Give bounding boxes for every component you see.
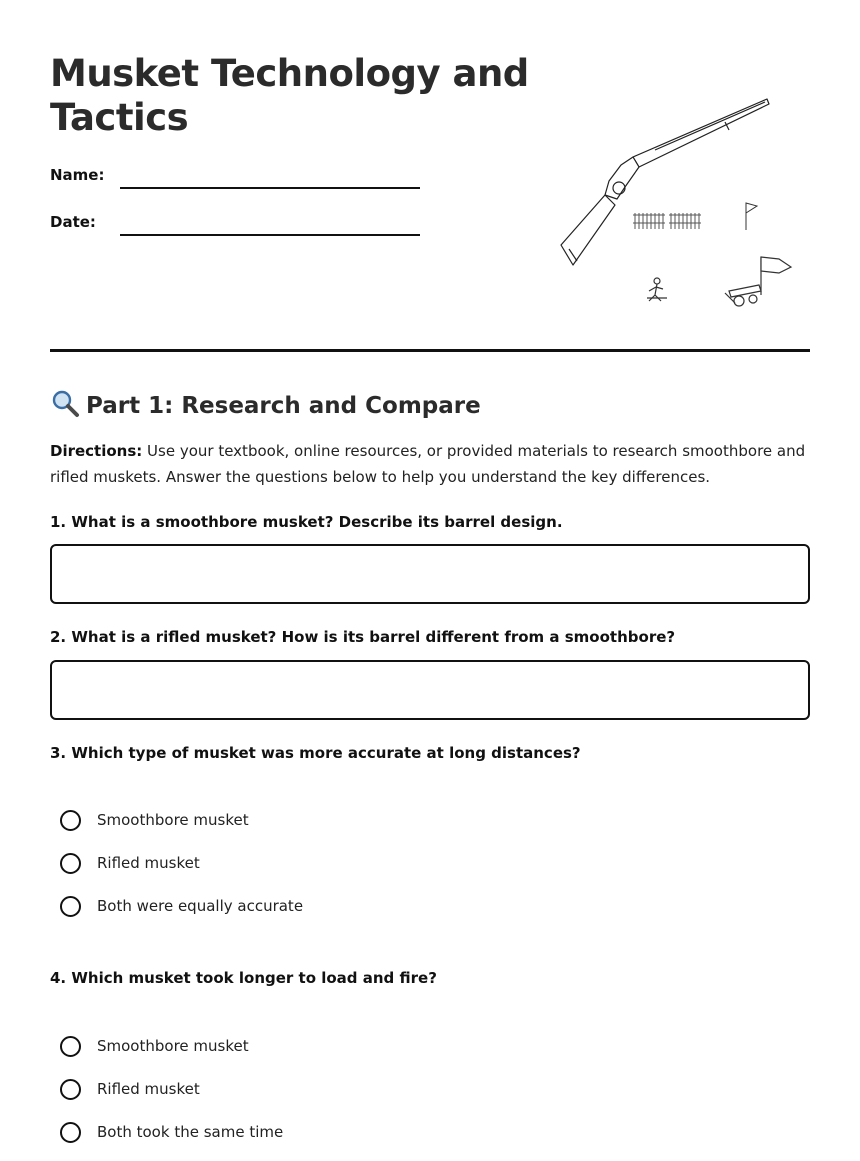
soldiers-icon [633,213,701,229]
question-4: 4. Which musket took longer to load and fire? [50,969,437,987]
option-label: Rifled musket [97,1080,200,1098]
directions-label: Directions: [50,442,143,460]
option-label: Both were equally accurate [97,897,304,915]
q3-option-rifled[interactable] [60,850,200,876]
q4-option-smoothbore[interactable] [60,1033,249,1059]
date-field[interactable] [120,234,420,236]
header-divider [50,349,810,352]
flag-icon [746,203,757,230]
directions-text: Use your textbook, online resources, or provided materials to research smoothbore and rifled muskets. Answer the questions below to help you understand the key differences. [50,442,806,486]
option-label: Smoothbore musket [97,1037,249,1055]
soldier-figure-icon [647,278,667,301]
name-label: Name: [50,166,105,184]
radio-button[interactable] [60,1036,81,1057]
q3-option-smoothbore[interactable] [60,807,249,833]
option-label: Smoothbore musket [97,811,249,829]
option-label: Rifled musket [97,854,200,872]
radio-button[interactable] [60,853,81,874]
answer-box-2[interactable] [50,660,810,720]
radio-button[interactable] [60,810,81,831]
radio-button[interactable] [60,1079,81,1100]
question-1: 1. What is a smoothbore musket? Describe its barrel design. [50,513,563,531]
section-title [50,388,481,422]
q4-option-rifled[interactable] [60,1076,200,1102]
q3-option-both[interactable] [60,893,303,919]
radio-button[interactable] [60,1122,81,1143]
answer-box-1[interactable] [50,544,810,604]
section-title-text: Part 1: Research and Compare [86,393,481,419]
question-3: 3. Which type of musket was more accurate at long distances? [50,744,581,762]
radio-button[interactable] [60,896,81,917]
magnifying-glass-icon [50,388,80,418]
worksheet-title: Musket Technology and Tactics [50,52,529,139]
option-label: Both took the same time [97,1123,284,1141]
question-2: 2. What is a rifled musket? How is its barrel different from a smoothbore? [50,628,676,646]
name-field[interactable] [120,187,420,189]
cannon-icon [725,257,791,306]
date-label: Date: [50,213,96,231]
q4-option-same[interactable] [60,1119,283,1145]
musket-illustration [555,95,800,315]
directions [50,438,810,490]
